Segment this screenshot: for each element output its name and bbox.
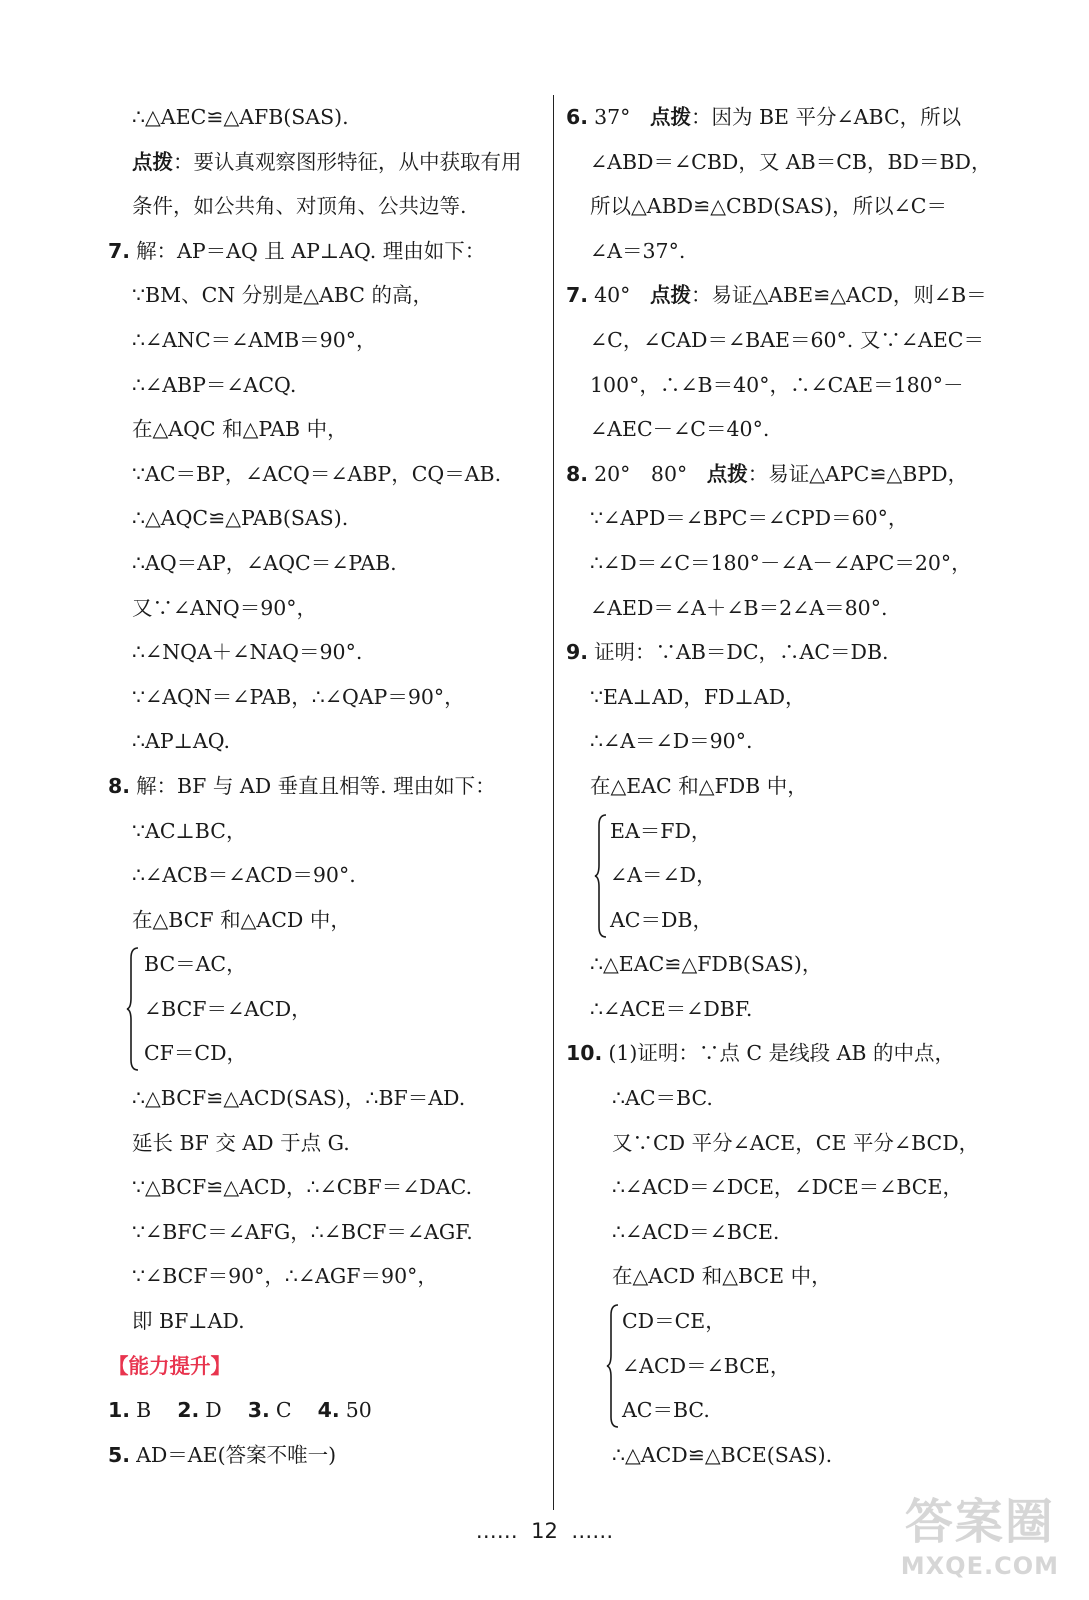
text-line: ∵△BCF≌△ACD，∴∠CBF＝∠DAC.	[132, 1175, 473, 1200]
system-line: ∠ACD＝∠BCE，	[622, 1353, 791, 1378]
page-number-value: 12	[531, 1519, 558, 1543]
question-8: 8. 20° 80° 点拨：易证△APC≌△BPD，	[566, 461, 969, 486]
page-number: …… 12 ……	[475, 1519, 614, 1543]
system-line: CF＝CD，	[144, 1041, 248, 1066]
question-9: 9. 证明：∵AB＝DC，∴AC＝DB.	[566, 640, 889, 665]
text-line: 所以△ABD≌△CBD(SAS)，所以∠C＝	[590, 194, 947, 219]
equation-system	[108, 942, 548, 1076]
text-line: 条件，如公共角、对顶角、公共边等.	[132, 194, 467, 219]
text-line: 又∵∠ANQ＝90°，	[132, 595, 318, 620]
text-line: ∵AC＝BP，∠ACQ＝∠ABP，CQ＝AB.	[132, 461, 502, 486]
answer-5: 5. AD＝AE(答案不唯一)	[108, 1442, 337, 1467]
text-line: ∴△EAC≌△FDB(SAS)，	[590, 952, 823, 977]
hint-label: 点拨	[706, 461, 748, 486]
right-column	[566, 95, 1016, 1477]
text-line: ∴∠A＝∠D＝90°.	[590, 729, 753, 754]
text-line: ∵AC⊥BC，	[132, 818, 247, 843]
system-line: ∠BCF＝∠ACD，	[144, 996, 312, 1021]
left-column	[108, 95, 548, 1477]
text-line: 延长 BF 交 AD 于点 G.	[132, 1130, 350, 1155]
text-line: ∴AC＝BC.	[612, 1086, 713, 1111]
text-line: ∵∠BCF＝90°，∴∠AGF＝90°，	[132, 1264, 438, 1289]
system-line: AC＝BC.	[622, 1398, 710, 1423]
text-line: ∴△ACD≌△BCE(SAS).	[612, 1442, 833, 1467]
section-heading: 【能力提升】	[108, 1353, 231, 1378]
text-line: 又∵CD 平分∠ACE，CE 平分∠BCD，	[612, 1130, 980, 1155]
system-line: EA＝FD，	[610, 818, 712, 843]
question-6: 6. 37° 点拨：因为 BE 平分∠ABC，所以	[566, 105, 962, 129]
equation-system	[566, 1299, 1016, 1433]
text-line: ∠A＝37°.	[590, 238, 686, 263]
system-line: BC＝AC，	[144, 952, 247, 977]
text-line: ∴∠ACB＝∠ACD＝90°.	[132, 863, 356, 888]
text-line: ∴△AEC≌△AFB(SAS).	[132, 105, 349, 129]
text-line: 在△BCF 和△ACD 中，	[132, 907, 351, 932]
text-line: 100°，∴∠B＝40°，∴∠CAE＝180°－	[590, 372, 964, 397]
text-line: ∴△AQC≌△PAB(SAS).	[132, 506, 349, 531]
text-line: 即 BF⊥AD.	[132, 1309, 245, 1334]
question-8: 8. 解：BF 与 AD 垂直且相等. 理由如下：	[108, 773, 496, 798]
hint-label: 点拨	[132, 149, 173, 174]
text-line: ∠ABD＝∠CBD，又 AB＝CB，BD＝BD，	[590, 149, 992, 174]
text-line: ∴∠ANC＝∠AMB＝90°，	[132, 327, 377, 352]
text-line: ∴AP⊥AQ.	[132, 729, 231, 754]
text-line: ∠AED＝∠A＋∠B＝2∠A＝80°.	[590, 595, 888, 620]
text-line: ∵∠BFC＝∠AFG，∴∠BCF＝∠AGF.	[132, 1219, 473, 1244]
text-line: ∴∠D＝∠C＝180°－∠A－∠APC＝20°，	[590, 550, 972, 575]
text-line: 在△EAC 和△FDB 中，	[590, 773, 808, 798]
column-divider	[553, 95, 554, 1510]
text-line: ∴∠ABP＝∠ACQ.	[132, 372, 297, 397]
watermark: 答案圈 MXQE.COM	[900, 1494, 1059, 1580]
question-7: 7. 解：AP＝AQ 且 AP⊥AQ. 理由如下：	[108, 238, 486, 263]
answers-row: 1. B 2. D 3. C 4. 50	[108, 1398, 372, 1423]
equation-system	[566, 809, 1016, 943]
text-line: ∠C，∠CAD＝∠BAE＝60°. 又∵∠AEC＝	[590, 327, 984, 352]
text-line: ∴∠ACD＝∠DCE，∠DCE＝∠BCE，	[612, 1175, 963, 1200]
text-line: ∴∠ACD＝∠BCE.	[612, 1219, 780, 1244]
text-line: ∴∠NQA＋∠NAQ＝90°.	[132, 640, 363, 665]
text-line: ∴∠ACE＝∠DBF.	[590, 996, 753, 1021]
text-line: ∵EA⊥AD，FD⊥AD，	[590, 684, 806, 709]
text-line: 在△AQC 和△PAB 中，	[132, 417, 348, 442]
text-line: ∵BM、CN 分别是△ABC 的高，	[132, 283, 433, 308]
text-line: ∵∠AQN＝∠PAB，∴∠QAP＝90°，	[132, 684, 465, 709]
system-line: ∠A＝∠D，	[610, 863, 717, 888]
text-line: ∴△BCF≌△ACD(SAS)，∴BF＝AD.	[132, 1086, 466, 1111]
hint-line: 点拨：要认真观察图形特征，从中获取有用	[132, 149, 522, 174]
question-10: 10. (1)证明：∵点 C 是线段 AB 的中点，	[566, 1041, 955, 1066]
system-line: CD＝CE，	[622, 1309, 726, 1334]
text-line: 在△ACD 和△BCE 中，	[612, 1264, 832, 1289]
text-line: ∠AEC－∠C＝40°.	[590, 417, 770, 442]
text-line: ∵∠APD＝∠BPC＝∠CPD＝60°，	[590, 506, 909, 531]
question-7: 7. 40° 点拨：易证△ABE≌△ACD，则∠B＝	[566, 283, 987, 308]
system-line: AC＝DB，	[610, 907, 713, 932]
hint-label: 点拨	[649, 105, 691, 129]
hint-label: 点拨	[649, 283, 691, 308]
text-line: ∴AQ＝AP，∠AQC＝∠PAB.	[132, 550, 397, 575]
